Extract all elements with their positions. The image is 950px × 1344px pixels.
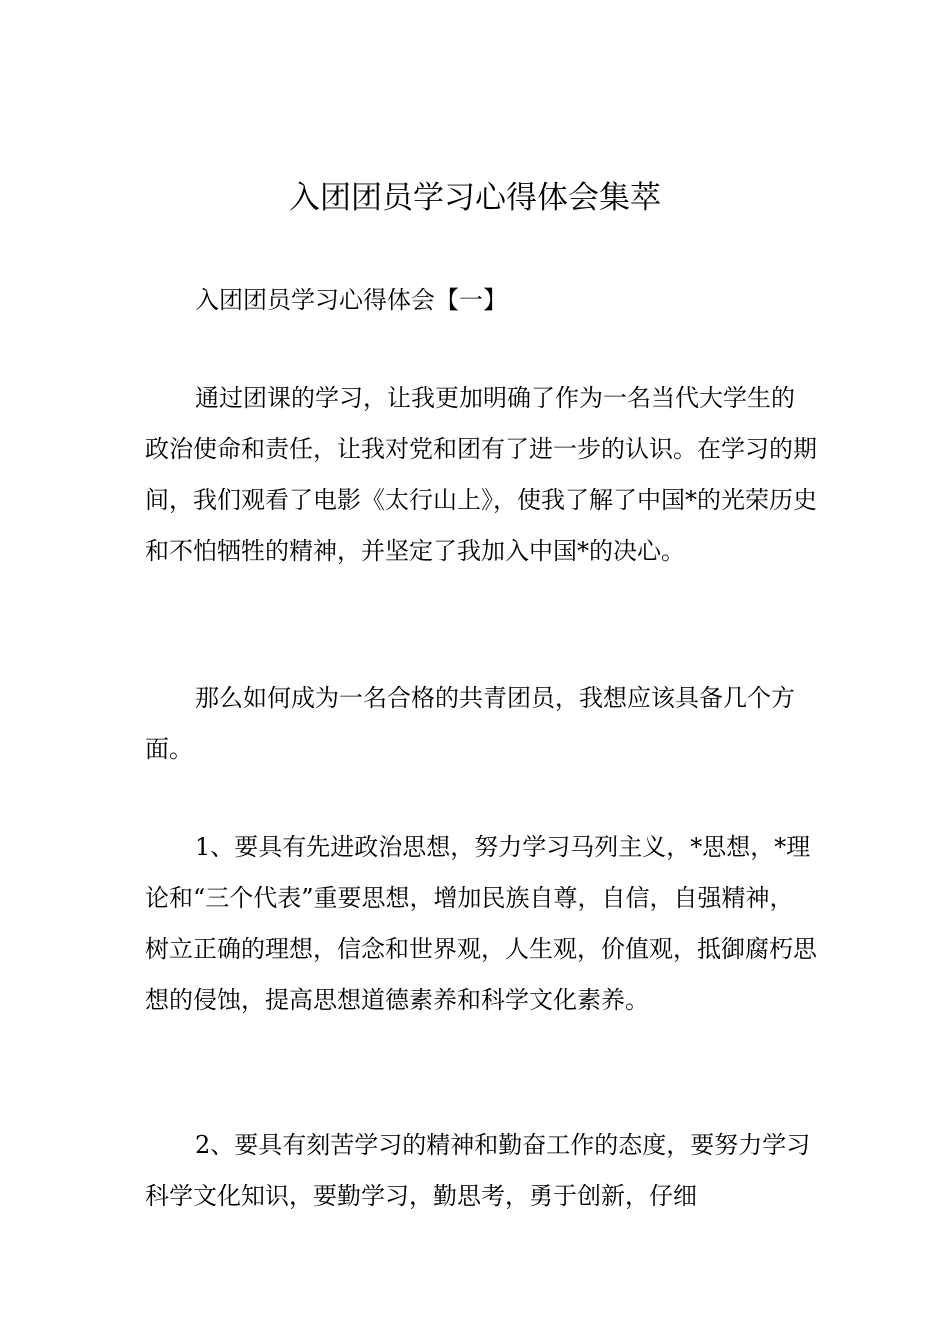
document-title: 入团团员学习心得体会集萃 (289, 180, 661, 216)
paragraph-2: 那么如何成为一名合格的共青团员，我想应该具备几个方面。 (145, 684, 795, 763)
paragraph-4: 2、要具有刻苦学习的精神和勤奋工作的态度，要努力学习科学文化知识，要勤学习，勤思考，勇于创新，仔细 (145, 1131, 811, 1210)
section-heading: 入团团员学习心得体会【一】 (195, 286, 507, 314)
paragraph-1: 通过团课的学习，让我更加明确了作为一名当代大学生的政治使命和责任，让我对党和团有了进一步的认识。在学习的期间，我们观看了电影《太行山上》，使我了解了中国*的光荣历史和不怕牺牲的精神，并坚定了我加入中国*的决心。 (145, 384, 817, 565)
paragraph-3: 1、要具有先进政治思想，努力学习马列主义，*思想，*理论和“三个代表”重要思想，增加民族自尊，自信，自强精神，树立正确的理想，信念和世界观，人生观，价值观，抵御腐朽思想的侵蚀，提高思想道德素养和科学文化素养。 (145, 833, 817, 1014)
